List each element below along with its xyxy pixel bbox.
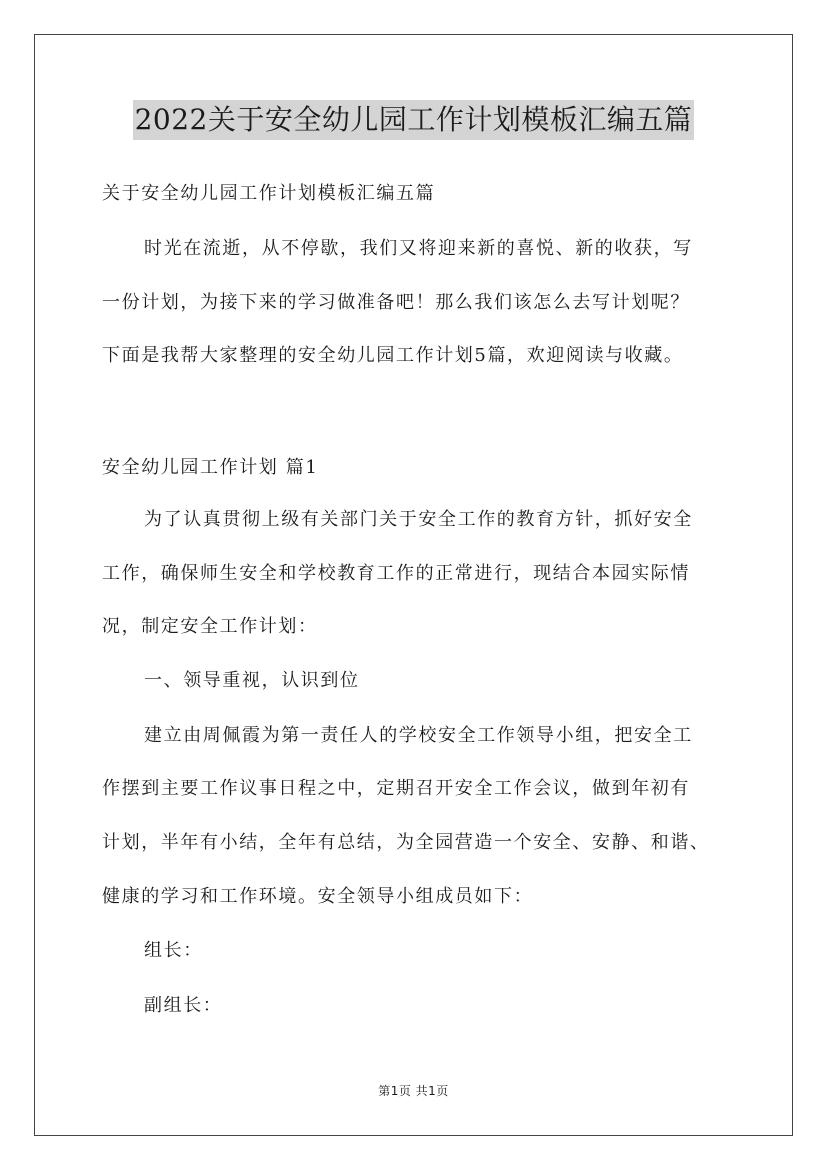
para1-line-1: 为了认真贯彻上级有关部门关于安全工作的教育方针，抓好安全 (144, 509, 693, 530)
deputy-label: 副组长： (144, 995, 223, 1016)
leader-label: 组长： (144, 940, 203, 961)
para1-line-3: 况，制定安全工作计划： (102, 616, 318, 637)
para2-line-4: 健康的学习和工作环境。安全领导小组成员如下： (102, 886, 534, 907)
para1-line-2: 工作，确保师生安全和学校教育工作的正常进行，现结合本园实际情 (102, 563, 690, 584)
para2-line-3: 计划，半年有小结，全年有总结，为全园营造一个安全、安静、和谐、 (102, 832, 710, 853)
document-title: 2022关于安全幼儿园工作计划模板汇编五篇 (133, 100, 695, 140)
para2-line-1: 建立由周佩霞为第一责任人的学校安全工作领导小组，把安全工 (144, 725, 693, 746)
item1-heading: 一、领导重视，认识到位 (144, 670, 360, 691)
para2-line-2: 作摆到主要工作议事日程之中，定期召开安全工作会议，做到年初有 (102, 778, 690, 799)
page-footer: 第1页 共1页 (378, 1084, 449, 1098)
intro-line-1: 时光在流逝，从不停歇，我们又将迎来新的喜悦、新的收获，写 (144, 238, 693, 259)
intro-line-3: 下面是我帮大家整理的安全幼儿园工作计划5篇，欢迎阅读与收藏。 (102, 345, 684, 366)
intro-line-2: 一份计划，为接下来的学习做准备吧！那么我们该怎么去写计划呢？ (102, 292, 690, 313)
document-title-wrapper (0, 100, 827, 140)
section-heading: 安全幼儿园工作计划 篇1 (102, 457, 319, 478)
document-subtitle: 关于安全幼儿园工作计划模板汇编五篇 (102, 183, 436, 204)
